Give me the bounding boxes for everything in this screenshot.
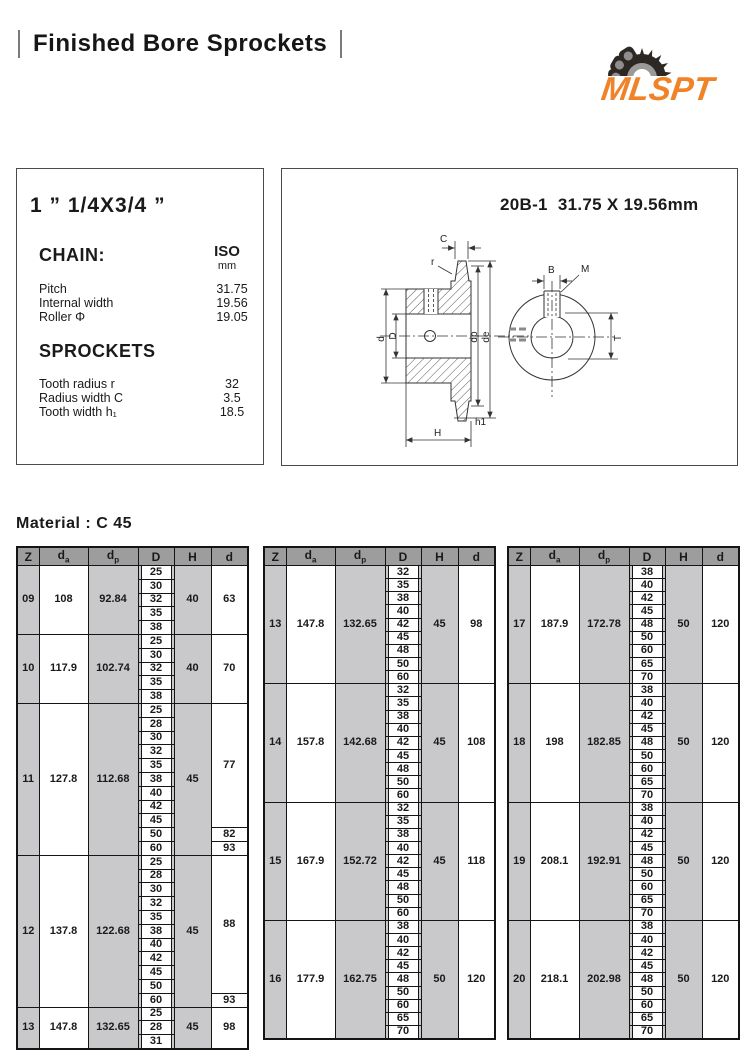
column-header-h: H bbox=[665, 547, 702, 566]
cell-bore: 40 bbox=[629, 933, 665, 946]
cell-bore: 40 bbox=[629, 697, 665, 710]
cell-bore: 45 bbox=[629, 605, 665, 618]
cell-bore: 48 bbox=[385, 644, 421, 657]
cell-z: 17 bbox=[508, 566, 530, 684]
sprocket-table-2 bbox=[263, 546, 496, 1040]
spec-label: Pitch bbox=[39, 282, 67, 296]
dim-label-C: C bbox=[440, 234, 448, 245]
cell-h: 45 bbox=[174, 855, 211, 1007]
cell-h: 45 bbox=[421, 566, 458, 684]
table-row bbox=[264, 566, 495, 579]
cell-bore: 38 bbox=[385, 828, 421, 841]
end-view bbox=[498, 281, 614, 397]
column-header-dp: $d_p$ bbox=[88, 547, 138, 566]
table-row bbox=[508, 920, 739, 933]
cell-dp: 102.74 bbox=[88, 634, 138, 703]
cell-bore: 25 bbox=[138, 703, 174, 717]
cell-bore: 25 bbox=[138, 566, 174, 580]
cell-da: 147.8 bbox=[286, 566, 335, 684]
cell-bore: 48 bbox=[629, 618, 665, 631]
dim-label-dp: dp bbox=[469, 331, 480, 343]
cell-d: 98 bbox=[211, 1007, 248, 1049]
sprocket-data-table bbox=[263, 546, 496, 1040]
spec-row bbox=[39, 282, 255, 296]
cell-h: 50 bbox=[421, 920, 458, 1039]
cell-z: 13 bbox=[17, 1007, 39, 1049]
cell-bore: 45 bbox=[138, 814, 174, 828]
cell-bore: 48 bbox=[385, 973, 421, 986]
cell-h: 40 bbox=[174, 566, 211, 635]
cell-bore: 60 bbox=[385, 671, 421, 684]
cell-bore: 42 bbox=[385, 855, 421, 868]
cell-bore: 45 bbox=[385, 960, 421, 973]
cell-bore: 45 bbox=[385, 631, 421, 644]
company-logo bbox=[592, 12, 742, 108]
cell-h: 50 bbox=[665, 920, 702, 1039]
cell-bore: 50 bbox=[138, 979, 174, 993]
material-label: Material : C 45 bbox=[16, 515, 132, 532]
cell-h: 45 bbox=[421, 802, 458, 920]
column-header-dp: $d_p$ bbox=[579, 547, 629, 566]
spec-value: 3.5 bbox=[223, 391, 241, 405]
cell-da: 157.8 bbox=[286, 684, 335, 802]
cell-bore: 38 bbox=[385, 710, 421, 723]
cell-bore: 25 bbox=[138, 634, 174, 648]
cell-bore: 40 bbox=[385, 605, 421, 618]
cell-bore: 32 bbox=[385, 684, 421, 697]
cell-da: 137.8 bbox=[39, 855, 88, 1007]
cell-d: 108 bbox=[458, 684, 495, 802]
cell-d: 120 bbox=[702, 802, 739, 920]
cell-bore: 48 bbox=[385, 881, 421, 894]
spec-label: Tooth radius r bbox=[39, 377, 115, 391]
cell-h: 45 bbox=[174, 703, 211, 855]
column-header-da: $d_a$ bbox=[286, 547, 335, 566]
cell-bore: 32 bbox=[138, 593, 174, 607]
cell-bore: 70 bbox=[629, 907, 665, 920]
cell-bore: 60 bbox=[629, 881, 665, 894]
unit-sub-label: mm bbox=[217, 260, 237, 272]
cell-h: 45 bbox=[421, 684, 458, 802]
cell-bore: 25 bbox=[138, 1007, 174, 1021]
cell-bore: 45 bbox=[385, 749, 421, 762]
cell-dp: 142.68 bbox=[335, 684, 385, 802]
cell-bore: 32 bbox=[138, 662, 174, 676]
title-left-bar bbox=[18, 30, 20, 58]
cell-d: 120 bbox=[702, 566, 739, 684]
table-row bbox=[17, 566, 248, 580]
cell-bore: 50 bbox=[385, 657, 421, 670]
table-row bbox=[508, 802, 739, 815]
logo-text: MLSPT bbox=[598, 71, 716, 108]
table-row bbox=[264, 802, 495, 815]
cell-bore: 28 bbox=[138, 869, 174, 883]
cell-bore: 48 bbox=[629, 736, 665, 749]
cell-bore: 50 bbox=[385, 894, 421, 907]
cell-d: 120 bbox=[702, 684, 739, 802]
spec-value: 19.05 bbox=[216, 310, 248, 324]
cell-bore: 50 bbox=[629, 986, 665, 999]
cell-bore: 35 bbox=[385, 579, 421, 592]
cell-bore: 45 bbox=[629, 841, 665, 854]
cell-dp: 202.98 bbox=[579, 920, 629, 1039]
cell-bore: 48 bbox=[629, 973, 665, 986]
cell-d: 88 bbox=[211, 855, 248, 993]
cell-bore: 50 bbox=[629, 868, 665, 881]
cell-bore: 38 bbox=[138, 690, 174, 704]
column-header-da: $d_a$ bbox=[530, 547, 579, 566]
cell-bore: 42 bbox=[385, 618, 421, 631]
cell-z: 11 bbox=[17, 703, 39, 855]
cell-da: 198 bbox=[530, 684, 579, 802]
cell-bore: 32 bbox=[138, 745, 174, 759]
cell-bore: 45 bbox=[138, 966, 174, 980]
cell-da: 147.8 bbox=[39, 1007, 88, 1049]
chain-section-label: CHAIN: bbox=[39, 245, 105, 265]
cell-bore: 70 bbox=[629, 789, 665, 802]
column-header-d: D bbox=[385, 547, 421, 566]
table-row bbox=[17, 1007, 248, 1021]
column-header-d: D bbox=[138, 547, 174, 566]
cell-bore: 32 bbox=[138, 897, 174, 911]
cell-bore: 50 bbox=[385, 776, 421, 789]
cell-d: 93 bbox=[211, 841, 248, 855]
cell-bore: 45 bbox=[385, 868, 421, 881]
cell-bore: 60 bbox=[629, 763, 665, 776]
cell-h: 50 bbox=[665, 684, 702, 802]
cell-bore: 35 bbox=[385, 697, 421, 710]
column-header-h: H bbox=[174, 547, 211, 566]
cell-d: 82 bbox=[211, 828, 248, 842]
cell-bore: 31 bbox=[138, 1035, 174, 1049]
table-row bbox=[508, 684, 739, 697]
dim-label-d: d bbox=[376, 336, 387, 342]
cell-da: 117.9 bbox=[39, 634, 88, 703]
cell-z: 20 bbox=[508, 920, 530, 1039]
dim-label-D: D bbox=[388, 332, 399, 340]
cell-bore: 48 bbox=[629, 855, 665, 868]
cell-bore: 38 bbox=[629, 920, 665, 933]
cell-bore: 65 bbox=[629, 776, 665, 789]
spec-value: 31.75 bbox=[216, 282, 248, 296]
cell-bore: 50 bbox=[629, 631, 665, 644]
technical-drawing-box bbox=[281, 168, 738, 466]
cell-dp: 172.78 bbox=[579, 566, 629, 684]
column-header-da: $d_a$ bbox=[39, 547, 88, 566]
cell-bore: 60 bbox=[385, 907, 421, 920]
cell-bore: 50 bbox=[138, 828, 174, 842]
cell-bore: 38 bbox=[138, 924, 174, 938]
cell-da: 218.1 bbox=[530, 920, 579, 1039]
title-right-bar bbox=[340, 30, 342, 58]
table-row bbox=[17, 703, 248, 717]
dim-label-H: H bbox=[434, 428, 442, 439]
cell-bore: 50 bbox=[385, 986, 421, 999]
spec-value: 18.5 bbox=[219, 405, 245, 419]
cell-h: 40 bbox=[174, 634, 211, 703]
spec-value: 19.56 bbox=[216, 296, 248, 310]
table-row bbox=[264, 920, 495, 933]
cell-d: 63 bbox=[211, 566, 248, 635]
cell-z: 12 bbox=[17, 855, 39, 1007]
dim-label-T: T bbox=[613, 334, 624, 342]
cell-dp: 92.84 bbox=[88, 566, 138, 635]
cell-da: 127.8 bbox=[39, 703, 88, 855]
cell-dp: 182.85 bbox=[579, 684, 629, 802]
cell-bore: 25 bbox=[138, 855, 174, 869]
cell-bore: 35 bbox=[138, 676, 174, 690]
cell-bore: 30 bbox=[138, 883, 174, 897]
cell-bore: 60 bbox=[385, 999, 421, 1012]
cell-bore: 28 bbox=[138, 717, 174, 731]
drawing-title: 20B-1 31.75 X 19.56mm bbox=[500, 195, 699, 214]
cell-bore: 42 bbox=[629, 828, 665, 841]
cell-z: 19 bbox=[508, 802, 530, 920]
cell-dp: 132.65 bbox=[335, 566, 385, 684]
cell-da: 208.1 bbox=[530, 802, 579, 920]
cell-bore: 40 bbox=[385, 933, 421, 946]
cell-bore: 45 bbox=[629, 723, 665, 736]
dim-label-de: de bbox=[481, 331, 492, 343]
sprocket-data-table bbox=[16, 546, 249, 1050]
sprocket-data-table bbox=[507, 546, 740, 1040]
cell-z: 13 bbox=[264, 566, 286, 684]
cell-bore: 65 bbox=[629, 1012, 665, 1025]
table-row bbox=[17, 634, 248, 648]
column-header-dp: $d_p$ bbox=[335, 547, 385, 566]
cell-z: 14 bbox=[264, 684, 286, 802]
cell-bore: 65 bbox=[629, 894, 665, 907]
column-header-z: Z bbox=[508, 547, 530, 566]
cell-bore: 42 bbox=[629, 710, 665, 723]
cell-bore: 42 bbox=[138, 800, 174, 814]
cell-bore: 42 bbox=[629, 947, 665, 960]
cell-z: 09 bbox=[17, 566, 39, 635]
cell-d: 77 bbox=[211, 703, 248, 827]
dim-label-r: r bbox=[431, 257, 435, 268]
spec-value: 32 bbox=[225, 377, 239, 391]
cell-bore: 28 bbox=[138, 1021, 174, 1035]
dim-label-M: M bbox=[581, 264, 590, 275]
cell-dp: 162.75 bbox=[335, 920, 385, 1039]
column-header-z: Z bbox=[17, 547, 39, 566]
spec-label: Internal width bbox=[39, 296, 114, 310]
column-header-d: d bbox=[458, 547, 495, 566]
cell-bore: 32 bbox=[385, 802, 421, 815]
cell-bore: 40 bbox=[385, 841, 421, 854]
page-title: Finished Bore Sprockets bbox=[33, 30, 328, 57]
cell-z: 15 bbox=[264, 802, 286, 920]
cell-d: 120 bbox=[458, 920, 495, 1039]
cell-bore: 60 bbox=[138, 993, 174, 1007]
column-header-d: D bbox=[629, 547, 665, 566]
sprocket-table-1 bbox=[16, 546, 249, 1050]
cell-bore: 35 bbox=[138, 759, 174, 773]
sprocket-table-3 bbox=[507, 546, 740, 1040]
cell-d: 118 bbox=[458, 802, 495, 920]
cell-bore: 45 bbox=[629, 960, 665, 973]
cell-bore: 42 bbox=[385, 947, 421, 960]
cell-bore: 42 bbox=[138, 952, 174, 966]
cell-bore: 38 bbox=[385, 920, 421, 933]
cell-bore: 35 bbox=[138, 607, 174, 621]
cell-h: 50 bbox=[665, 802, 702, 920]
spec-row bbox=[39, 405, 255, 419]
cell-bore: 30 bbox=[138, 579, 174, 593]
cell-d: 120 bbox=[702, 920, 739, 1039]
column-header-d: d bbox=[702, 547, 739, 566]
cell-z: 18 bbox=[508, 684, 530, 802]
page-header bbox=[18, 30, 342, 58]
spec-row bbox=[39, 377, 255, 391]
cell-bore: 30 bbox=[138, 731, 174, 745]
cell-dp: 132.65 bbox=[88, 1007, 138, 1049]
table-row bbox=[264, 684, 495, 697]
cell-dp: 122.68 bbox=[88, 855, 138, 1007]
cell-da: 187.9 bbox=[530, 566, 579, 684]
cell-bore: 60 bbox=[385, 789, 421, 802]
cell-dp: 192.91 bbox=[579, 802, 629, 920]
dim-label-h1: h1 bbox=[475, 417, 487, 428]
cell-bore: 40 bbox=[385, 723, 421, 736]
cell-d: 70 bbox=[211, 634, 248, 703]
spec-label: Tooth width h₁ bbox=[39, 405, 117, 419]
spec-row bbox=[39, 391, 255, 405]
cell-bore: 38 bbox=[629, 802, 665, 815]
cell-bore: 38 bbox=[629, 566, 665, 579]
cell-bore: 38 bbox=[629, 684, 665, 697]
cell-bore: 70 bbox=[629, 671, 665, 684]
cell-bore: 48 bbox=[385, 763, 421, 776]
cell-bore: 40 bbox=[629, 815, 665, 828]
sprockets-section-label: SPROCKETS bbox=[39, 341, 156, 361]
dim-label-B: B bbox=[548, 265, 555, 276]
cell-da: 108 bbox=[39, 566, 88, 635]
column-header-z: Z bbox=[264, 547, 286, 566]
cell-bore: 70 bbox=[629, 1025, 665, 1039]
cell-h: 45 bbox=[174, 1007, 211, 1049]
cell-bore: 38 bbox=[385, 592, 421, 605]
cell-bore: 38 bbox=[138, 772, 174, 786]
cell-dp: 152.72 bbox=[335, 802, 385, 920]
chain-spec-box bbox=[16, 168, 264, 465]
table-row bbox=[17, 855, 248, 869]
column-header-d: d bbox=[211, 547, 248, 566]
cell-bore: 40 bbox=[138, 938, 174, 952]
cell-z: 10 bbox=[17, 634, 39, 703]
column-header-h: H bbox=[421, 547, 458, 566]
cell-bore: 42 bbox=[629, 592, 665, 605]
cell-bore: 65 bbox=[629, 657, 665, 670]
spec-row bbox=[39, 310, 255, 324]
cell-bore: 40 bbox=[629, 579, 665, 592]
cell-d: 93 bbox=[211, 993, 248, 1007]
cell-bore: 40 bbox=[138, 786, 174, 800]
cell-da: 177.9 bbox=[286, 920, 335, 1039]
cell-bore: 60 bbox=[629, 644, 665, 657]
spec-row bbox=[39, 296, 255, 310]
cell-da: 167.9 bbox=[286, 802, 335, 920]
unit-column-header bbox=[200, 244, 254, 274]
cell-bore: 65 bbox=[385, 1012, 421, 1025]
cell-dp: 112.68 bbox=[88, 703, 138, 855]
spec-label: Roller Φ bbox=[39, 310, 86, 324]
cell-h: 50 bbox=[665, 566, 702, 684]
chain-size-title: 1 ” 1/4X3/4 ” bbox=[30, 194, 166, 217]
cell-bore: 35 bbox=[138, 910, 174, 924]
cell-bore: 38 bbox=[138, 621, 174, 635]
cell-bore: 30 bbox=[138, 648, 174, 662]
unit-label: ISO bbox=[214, 243, 240, 260]
cell-bore: 42 bbox=[385, 736, 421, 749]
cell-bore: 70 bbox=[385, 1025, 421, 1039]
cell-z: 16 bbox=[264, 920, 286, 1039]
cell-bore: 60 bbox=[629, 999, 665, 1012]
spec-label: Radius width C bbox=[39, 391, 124, 405]
cell-bore: 60 bbox=[138, 841, 174, 855]
cell-d: 98 bbox=[458, 566, 495, 684]
cell-bore: 32 bbox=[385, 566, 421, 579]
cell-bore: 35 bbox=[385, 815, 421, 828]
cell-bore: 50 bbox=[629, 749, 665, 762]
table-row bbox=[508, 566, 739, 579]
